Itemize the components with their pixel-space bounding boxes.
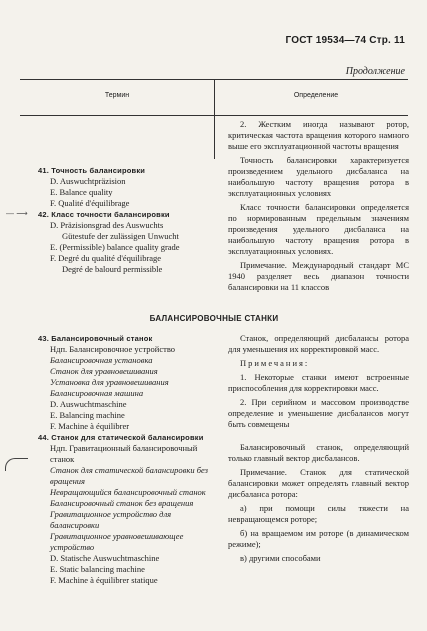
definition-paragraph: 2. Жестким иногда называют ротор, критическая частота вращения которого намного выше его эксплуатационной частоты вращения bbox=[228, 119, 409, 151]
column-divider bbox=[214, 79, 215, 159]
term-line: Балансировочная установка bbox=[50, 355, 153, 365]
term-line: Ндп. Балансировочное устройство bbox=[50, 344, 176, 354]
margin-handwritten-mark: — ⟶ bbox=[6, 209, 28, 218]
definition-paragraph: Балансировочный станок, определяющий только главный вектор дисбалансов. bbox=[228, 442, 409, 463]
column-header-definition: Определение bbox=[293, 92, 339, 99]
continuation-label: Продолжение bbox=[345, 66, 405, 77]
definition-paragraph: б) на вращаемом им роторе (в динамическом режиме); bbox=[228, 528, 409, 549]
standard-code-header: ГОСТ 19534—74 Стр. 11 bbox=[285, 35, 405, 46]
definition-paragraph: Точность балансировки характеризуется произведением удельного дисбаланса на наибольшую частоту вращения ротора в эксплуатационных условиях bbox=[228, 155, 409, 198]
term-line: 41. Точность балансировки bbox=[38, 166, 146, 175]
definition-paragraph: 2. При серийном и массовом производстве определение и уменьшение дисбалансов могут быть совмещены bbox=[228, 397, 409, 429]
term-line: D. Auswuchtmaschine bbox=[50, 399, 127, 409]
term-line: Установка для уравновешивания bbox=[50, 377, 169, 387]
definition-paragraph: Примечания: bbox=[240, 358, 310, 368]
term-line: Балансировочная машина bbox=[50, 388, 144, 398]
term-line: Gütestufe der zulässigen Unwucht bbox=[62, 231, 179, 241]
definition-paragraph: 1. Некоторые станки имеют встроенные приспособления для корректировки масс. bbox=[228, 372, 409, 393]
term-line: D. Auswuchtpräzision bbox=[50, 176, 126, 186]
term-line: Станок для уравновешивания bbox=[50, 366, 158, 376]
definitions-column-bottom bbox=[228, 333, 409, 430]
section-title: БАЛАНСИРОВОЧНЫЕ СТАНКИ bbox=[149, 314, 279, 323]
term-line: Degré de balourd permissible bbox=[62, 264, 163, 274]
term-line: E. Static balancing machine bbox=[50, 564, 145, 574]
term-line: Гравитационное уравновешивающее устройство bbox=[50, 531, 184, 552]
term-line: D. Statische Auswuchtmaschine bbox=[50, 553, 160, 563]
term-line: 44. Станок для статической балансировки bbox=[38, 433, 204, 442]
definition-paragraph: Класс точности балансировки определяется по нормированным предельным значениям произведения удельного дисбаланса на наибольшую частоту вращения ротора в эксплуатационных условиях. bbox=[228, 202, 409, 256]
term-line: Невращающийся балансировочный станок bbox=[50, 487, 206, 497]
definitions-column-top bbox=[228, 119, 409, 293]
term-line: F. Machine à équilibrer bbox=[50, 421, 130, 431]
definition-paragraph: Станок, определяющий дисбалансы ротора для уменьшения их корректировкой масс. bbox=[228, 333, 409, 354]
column-header-term: Термин bbox=[104, 92, 130, 99]
terms-column-bottom bbox=[38, 333, 216, 586]
margin-bracket-mark bbox=[5, 458, 28, 471]
definition-paragraph: Примечание. Международный стандарт МС 1940 разделяет весь диапазон точности балансировки на 11 классов bbox=[228, 260, 409, 292]
term-line: E. Balance quality bbox=[50, 187, 113, 197]
definition-paragraph: Примечание. Станок для статической балансировки может определять главный вектор дисбаланса ротора: bbox=[228, 467, 409, 499]
term-line: D. Präzisionsgrad des Auswuchts bbox=[50, 220, 164, 230]
definition-paragraph: а) при помощи силы тяжести на невращающемся роторе; bbox=[228, 503, 409, 524]
term-line: Станок для статической балансировки без вращения bbox=[50, 465, 208, 486]
term-line: E. (Permissible) balance quality grade bbox=[50, 242, 180, 252]
definitions-column-bottom-2 bbox=[228, 442, 409, 564]
term-line: F. Qualité d'équilibrage bbox=[50, 198, 130, 208]
term-line: F. Machine à équilibrer statique bbox=[50, 575, 158, 585]
term-line: 42. Класс точности балансировки bbox=[38, 210, 170, 219]
term-line: 43. Балансировочный станок bbox=[38, 334, 153, 343]
terms-column-top bbox=[38, 165, 216, 275]
definition-paragraph: в) другими способами bbox=[240, 553, 321, 563]
term-line: Гравитационное устройство для балансировки bbox=[50, 509, 172, 530]
term-line: F. Degré du qualité d'équilibrage bbox=[50, 253, 162, 263]
term-line: Ндп. Гравитационный балансировочный станок bbox=[50, 443, 198, 464]
term-line: Балансировочный станок без вращения bbox=[50, 498, 194, 508]
term-line: E. Balancing machine bbox=[50, 410, 125, 420]
